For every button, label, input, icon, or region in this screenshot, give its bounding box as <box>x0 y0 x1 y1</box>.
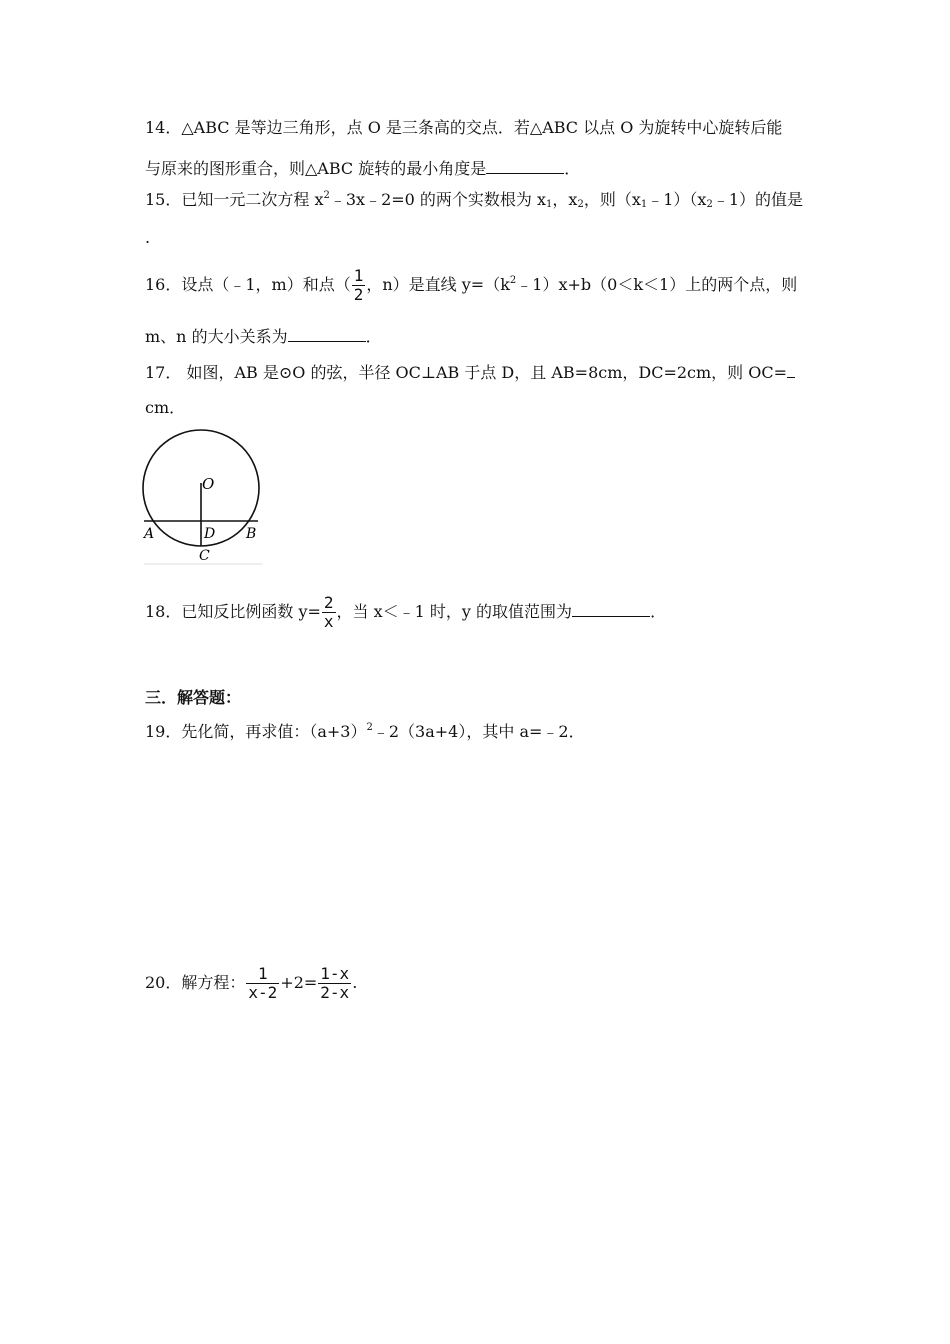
q17-text: 17． 如图，AB 是⊙O 的弦，半径 OC⊥AB 于点 D，且 AB=8cm，DC=2cm，则 OC= <box>145 363 788 382</box>
q16-end: ． <box>365 327 382 346</box>
section-heading: 三．解答题： <box>145 688 242 707</box>
label-d: D <box>204 526 216 542</box>
q15-sub3: 1 <box>640 199 648 210</box>
answer-blank-16[interactable] <box>288 326 366 342</box>
q16-text-d: m、n 的大小关系为 <box>145 327 288 346</box>
question-19 <box>145 722 585 742</box>
label-c: C <box>199 548 210 564</box>
q20-fraction-2 <box>318 965 351 1002</box>
q15-sup: 2 <box>323 190 330 201</box>
q20-frac1-num: 1 <box>258 964 268 983</box>
label-o: O <box>202 475 215 493</box>
q18-frac-num: 2 <box>323 593 334 612</box>
question-18 <box>145 593 666 631</box>
q19-text-a: 19．先化简，再求值：（a+3） <box>145 722 367 741</box>
q18-fraction <box>322 594 336 631</box>
q19-sup: 2 <box>366 722 373 733</box>
question-14-line2 <box>145 158 580 179</box>
q20-fraction-1 <box>246 965 279 1002</box>
q15-text-d: ，则（x <box>583 190 641 209</box>
question-15-line2: . <box>145 228 151 247</box>
q20-frac1-den: x-2 <box>248 983 278 1002</box>
q18-frac-den: x <box>323 612 334 631</box>
q15-text-f: ﹣1）的值是 <box>712 190 803 209</box>
answer-blank-18[interactable] <box>572 601 650 617</box>
q15-sub2: 2 <box>577 199 584 210</box>
q16-frac-num: 1 <box>353 266 364 285</box>
q18-text-b: ，当 x＜﹣1 时，y 的取值范围为 <box>336 602 573 621</box>
q15-text-e: ﹣1）（x <box>647 190 707 209</box>
answer-blank-14[interactable] <box>486 158 564 174</box>
question-14-line1: 14．△ABC 是等边三角形，点 O 是三条高的交点．若△ABC 以点 O 为旋转中心旋转后能 <box>145 118 783 137</box>
q16-sup: 2 <box>509 275 517 286</box>
q16-text-a: 16．设点（﹣1，m）和点（ <box>145 275 351 294</box>
q16-text-c: ﹣1）x+b（0＜k＜1）上的两个点，则 <box>516 275 798 294</box>
question-20 <box>145 963 357 1003</box>
label-a: A <box>144 526 155 542</box>
q16-frac-den: 2 <box>353 285 364 304</box>
label-b: B <box>246 526 257 542</box>
q19-text-b: ﹣2（3a+4），其中 a=﹣2． <box>372 722 585 741</box>
question-14-end: ． <box>564 159 581 178</box>
q15-text-a: 15．已知一元二次方程 x <box>145 190 324 209</box>
q20-end: . <box>352 973 358 992</box>
question-17-line1 <box>145 362 795 383</box>
q15-text-b: ﹣3x﹣2=0 的两个实数根为 x <box>329 190 547 209</box>
q15-text-c: ，x <box>552 190 578 209</box>
answer-blank-17[interactable] <box>787 362 795 378</box>
circle-figure <box>138 425 268 567</box>
q15-sub4: 2 <box>706 199 713 210</box>
question-16-line2 <box>145 326 382 347</box>
q20-frac2-den: 2-x <box>320 983 350 1002</box>
q18-end: ． <box>650 602 667 621</box>
question-16-line1 <box>145 266 797 304</box>
question-17-line2: cm． <box>145 398 186 417</box>
q15-sub1: 1 <box>546 199 553 210</box>
q16-fraction <box>352 267 366 304</box>
question-14-text: 与原来的图形重合，则△ABC 旋转的最小角度是 <box>145 159 487 178</box>
q16-text-b: ，n）是直线 y=（k <box>366 275 510 294</box>
question-15-line1 <box>145 190 803 210</box>
q18-text-a: 18．已知反比例函数 y= <box>145 602 321 621</box>
q20-text-a: 20．解方程： <box>145 973 246 992</box>
q20-frac2-num: 1-x <box>320 964 350 983</box>
q20-text-b: +2= <box>280 973 318 992</box>
